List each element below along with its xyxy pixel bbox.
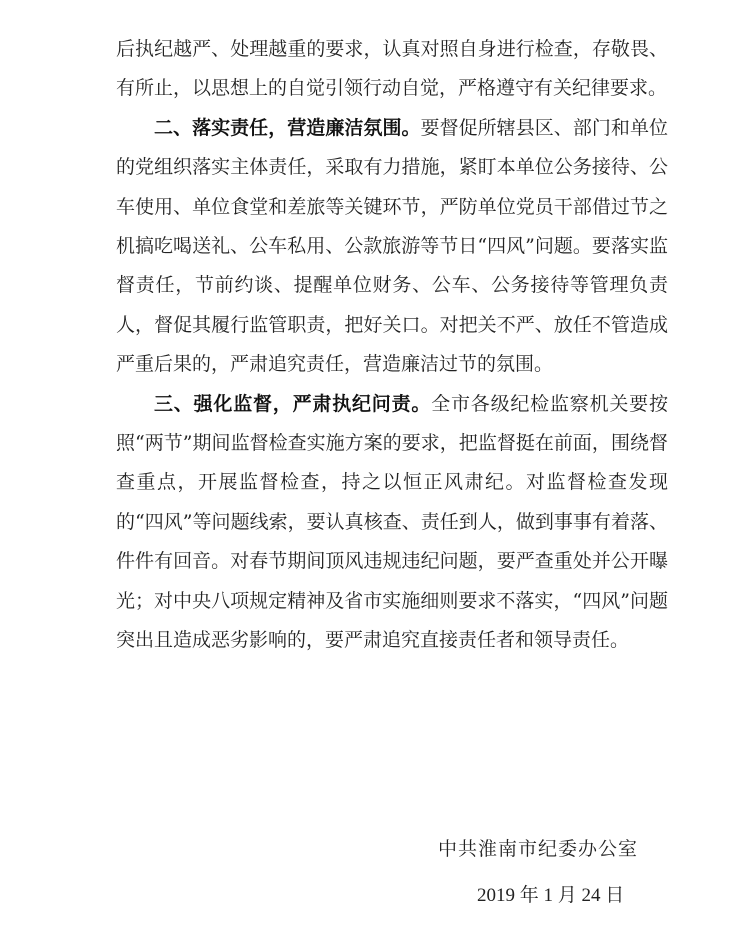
section-2-heading: 二、落实责任，营造廉洁氛围。: [154, 116, 421, 139]
section-3-body: 全市各级纪检监察机关要按照“两节”期间监督检查实施方案的要求，把监督挺在前面，围绕督查重点，开展监督检查，持之以恒正风肃纪。对监督检查发现的“四风”等问题线索，要认真核查、责任到人，做到事事有着落、件件有回音。对春节期间顶风违规违纪问题，要严查重处并公开曝光；对中央八项规定精神及省市实施细则要求不落实，“四风”问题突出且造成恶劣影响的，要严肃追究直接责任者和领导责任。: [116, 392, 668, 652]
section-2-body: 要督促所辖县区、部门和单位的党组织落实主体责任，采取有力措施，紧盯本单位公务接待、公车使用、单位食堂和差旅等关键环节，严防单位党员干部借过节之机搞吃喝送礼、公车私用、公款旅游等节日“四风”问题。要落实监督责任，节前约谈、提醒单位财务、公车、公务接待等管理负责人，督促其履行监管职责，把好关口。对把关不严、放任不管造成严重后果的，严肃追究责任，营造廉洁过节的氛围。: [116, 116, 668, 376]
issue-date: 2019 年 1 月 24 日: [477, 885, 625, 906]
section-2-paragraph: [116, 109, 668, 385]
issuer-signature: 中共淮南市纪委办公室: [438, 838, 639, 860]
document-body: [116, 30, 668, 661]
section-3-heading: 三、强化监督，严肃执纪问责。: [154, 392, 432, 415]
section-3-paragraph: [116, 385, 668, 661]
continuation-paragraph: 后执纪越严、处理越重的要求，认真对照自身进行检查，存敬畏、有所止，以思想上的自觉引领行动自觉，严格遵守有关纪律要求。: [116, 38, 668, 100]
